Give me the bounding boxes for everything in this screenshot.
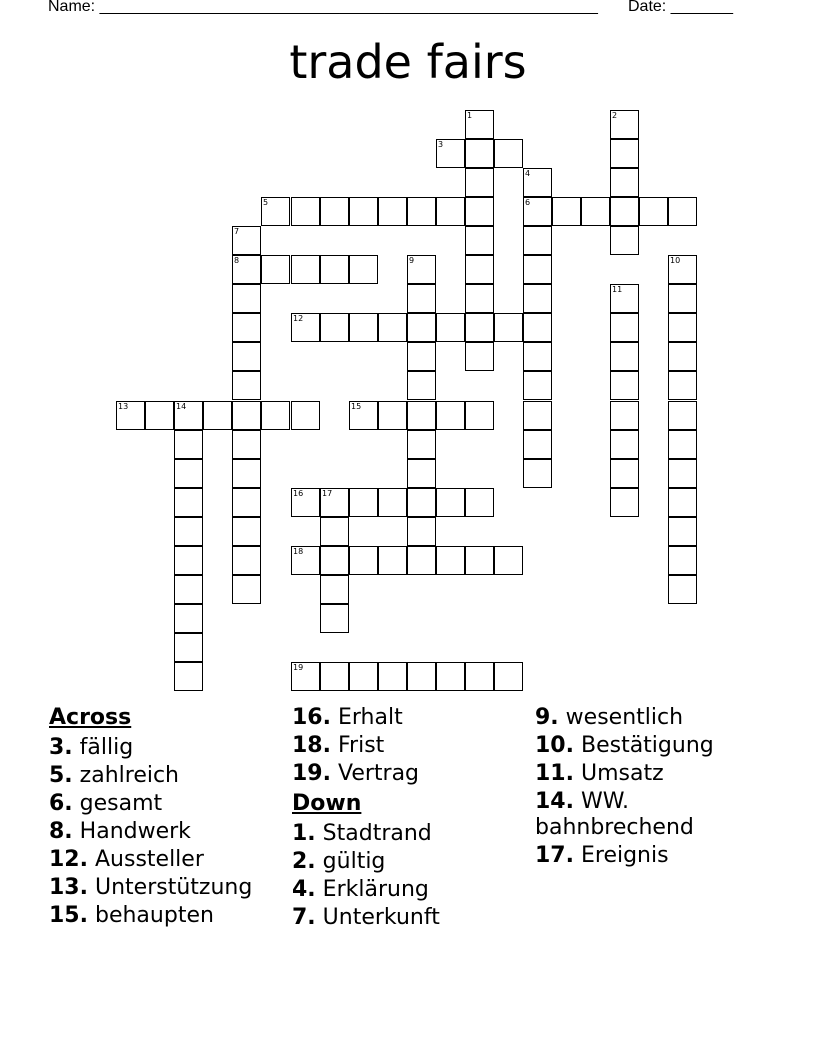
grid-cell[interactable] (174, 488, 203, 517)
cell-number: 18 (293, 547, 304, 556)
grid-cell[interactable] (232, 488, 261, 517)
cell-number: 13 (118, 402, 129, 411)
cell-number: 4 (525, 169, 531, 178)
grid-cell[interactable] (523, 313, 552, 342)
grid-cell[interactable] (174, 575, 203, 604)
grid-cell[interactable] (232, 546, 261, 575)
grid-cell[interactable] (320, 313, 349, 342)
clue-across-6 (49, 791, 289, 817)
date-field-label[interactable]: Date: _______ (628, 0, 733, 15)
down-heading: Down (292, 791, 362, 816)
clue-text: Erhalt (337, 705, 403, 730)
grid-cell[interactable] (523, 226, 552, 255)
clue-number: 6. (49, 791, 73, 816)
grid-cell[interactable] (668, 575, 697, 604)
grid-cell[interactable] (436, 662, 465, 691)
grid-cell[interactable] (610, 430, 639, 459)
grid-cell-12[interactable] (291, 313, 320, 342)
grid-cell[interactable] (320, 604, 349, 633)
grid-cell[interactable] (320, 197, 349, 226)
grid-cell[interactable] (349, 255, 378, 284)
grid-cell[interactable] (610, 226, 639, 255)
clue-across-8 (49, 819, 289, 845)
clue-number: 10. (535, 733, 574, 758)
cell-number: 9 (409, 256, 415, 265)
clue-number: 14. (535, 789, 574, 814)
grid-cell[interactable] (610, 459, 639, 488)
cell-number: 12 (293, 314, 304, 323)
grid-cell[interactable] (291, 401, 320, 430)
grid-cell[interactable] (668, 313, 697, 342)
grid-cell[interactable] (465, 255, 494, 284)
grid-cell[interactable] (668, 197, 697, 226)
clue-number: 11. (535, 761, 574, 786)
name-field-label[interactable]: Name: ________________________________________________________ (48, 0, 598, 15)
clue-text: WW. bahnbrechend (535, 789, 694, 840)
grid-cell[interactable] (320, 575, 349, 604)
clue-text: gesamt (79, 791, 163, 816)
cell-number: 16 (293, 489, 304, 498)
grid-cell[interactable] (610, 313, 639, 342)
grid-cell-9[interactable] (407, 255, 436, 284)
grid-cell[interactable] (378, 197, 407, 226)
clue-number: 12. (49, 847, 88, 872)
grid-cell[interactable] (349, 488, 378, 517)
clue-number: 16. (292, 705, 331, 730)
cell-number: 14 (176, 402, 187, 411)
clue-number: 15. (49, 903, 88, 928)
grid-cell[interactable] (610, 197, 639, 226)
cell-number: 10 (670, 256, 681, 265)
clue-text: Unterstützung (94, 875, 253, 900)
clue-down-1 (292, 821, 532, 847)
grid-cell[interactable] (436, 488, 465, 517)
grid-cell[interactable] (465, 226, 494, 255)
grid-cell[interactable] (610, 168, 639, 197)
grid-cell[interactable] (407, 401, 436, 430)
grid-cell[interactable] (261, 401, 290, 430)
clue-across-16 (292, 705, 532, 731)
grid-cell[interactable] (668, 284, 697, 313)
grid-cell[interactable] (407, 197, 436, 226)
grid-cell[interactable] (610, 371, 639, 400)
grid-cell-15[interactable] (349, 401, 378, 430)
clue-text: Handwerk (79, 819, 191, 844)
grid-cell[interactable] (174, 430, 203, 459)
grid-cell-2[interactable] (610, 110, 639, 139)
clue-text: zahlreich (79, 763, 180, 788)
grid-cell[interactable] (232, 575, 261, 604)
grid-cell-1[interactable] (465, 110, 494, 139)
grid-cell[interactable] (436, 401, 465, 430)
cell-number: 5 (263, 198, 269, 207)
grid-cell[interactable] (494, 313, 523, 342)
grid-cell-18[interactable] (291, 546, 320, 575)
clue-down-4 (292, 877, 532, 903)
grid-cell[interactable] (378, 662, 407, 691)
grid-cell[interactable] (349, 313, 378, 342)
grid-cell[interactable] (407, 284, 436, 313)
grid-cell-3[interactable] (436, 139, 465, 168)
grid-cell-8[interactable] (232, 255, 261, 284)
grid-cell[interactable] (320, 517, 349, 546)
grid-cell-17[interactable] (320, 488, 349, 517)
grid-cell-5[interactable] (261, 197, 290, 226)
clue-number: 9. (535, 705, 559, 730)
grid-cell[interactable] (407, 371, 436, 400)
grid-cell[interactable] (523, 401, 552, 430)
grid-cell[interactable] (465, 488, 494, 517)
grid-cell[interactable] (174, 662, 203, 691)
grid-cell[interactable] (552, 197, 581, 226)
clue-text: Aussteller (94, 847, 204, 872)
grid-cell[interactable] (261, 255, 290, 284)
grid-cell-13[interactable] (116, 401, 145, 430)
grid-cell[interactable] (494, 662, 523, 691)
grid-cell[interactable] (320, 255, 349, 284)
grid-cell[interactable] (232, 313, 261, 342)
grid-cell[interactable] (465, 546, 494, 575)
clue-number: 18. (292, 733, 331, 758)
clues-column-1 (49, 703, 289, 931)
cell-number: 19 (293, 663, 304, 672)
grid-cell-6[interactable] (523, 197, 552, 226)
clue-down-14 (535, 789, 775, 841)
grid-cell[interactable] (465, 662, 494, 691)
clue-text: behaupten (94, 903, 214, 928)
grid-cell-4[interactable] (523, 168, 552, 197)
grid-cell[interactable] (320, 662, 349, 691)
grid-cell[interactable] (610, 488, 639, 517)
clue-text: Ereignis (580, 843, 669, 868)
grid-cell[interactable] (610, 342, 639, 371)
grid-cell[interactable] (436, 313, 465, 342)
grid-cell[interactable] (523, 459, 552, 488)
cell-number: 7 (234, 227, 240, 236)
grid-cell[interactable] (407, 430, 436, 459)
clue-number: 5. (49, 763, 73, 788)
grid-cell[interactable] (174, 546, 203, 575)
grid-cell[interactable] (378, 313, 407, 342)
grid-cell[interactable] (232, 284, 261, 313)
grid-cell[interactable] (378, 401, 407, 430)
cell-number: 11 (612, 285, 623, 294)
clue-number: 2. (292, 849, 316, 874)
clue-text: wesentlich (565, 705, 684, 730)
grid-cell[interactable] (523, 371, 552, 400)
grid-cell[interactable] (145, 401, 174, 430)
clue-across-12 (49, 847, 289, 873)
grid-cell[interactable] (465, 401, 494, 430)
grid-cell[interactable] (232, 342, 261, 371)
grid-cell[interactable] (349, 662, 378, 691)
grid-cell[interactable] (203, 401, 232, 430)
grid-cell[interactable] (523, 284, 552, 313)
grid-cell[interactable] (232, 401, 261, 430)
clue-number: 19. (292, 761, 331, 786)
clue-down-9 (535, 705, 775, 731)
clue-across-13 (49, 875, 289, 901)
clue-across-18 (292, 733, 532, 759)
grid-cell[interactable] (174, 633, 203, 662)
grid-cell[interactable] (436, 546, 465, 575)
grid-cell[interactable] (639, 197, 668, 226)
grid-cell[interactable] (465, 342, 494, 371)
clue-text: Vertrag (337, 761, 420, 786)
grid-cell[interactable] (523, 342, 552, 371)
clue-text: Erklärung (322, 877, 429, 902)
clue-across-5 (49, 763, 289, 789)
grid-cell[interactable] (668, 517, 697, 546)
clue-text: Frist (337, 733, 385, 758)
grid-cell[interactable] (407, 342, 436, 371)
grid-cell[interactable] (232, 459, 261, 488)
grid-cell[interactable] (465, 197, 494, 226)
grid-cell[interactable] (668, 488, 697, 517)
cell-number: 1 (467, 111, 473, 120)
grid-cell-19[interactable] (291, 662, 320, 691)
clue-number: 1. (292, 821, 316, 846)
clue-number: 4. (292, 877, 316, 902)
clue-text: Umsatz (580, 761, 664, 786)
grid-cell[interactable] (378, 546, 407, 575)
grid-cell[interactable] (349, 546, 378, 575)
grid-cell[interactable] (668, 430, 697, 459)
grid-cell[interactable] (407, 488, 436, 517)
grid-cell-14[interactable] (174, 401, 203, 430)
clue-number: 8. (49, 819, 73, 844)
grid-cell[interactable] (349, 197, 378, 226)
grid-cell[interactable] (668, 401, 697, 430)
clues-column-2 (292, 703, 532, 933)
grid-cell[interactable] (407, 517, 436, 546)
grid-cell[interactable] (465, 284, 494, 313)
clue-number: 17. (535, 843, 574, 868)
clues-column-3 (535, 703, 775, 871)
grid-cell[interactable] (174, 459, 203, 488)
clue-down-10 (535, 733, 775, 759)
grid-cell[interactable] (407, 459, 436, 488)
clue-down-2 (292, 849, 532, 875)
clue-number: 7. (292, 905, 316, 930)
clue-down-11 (535, 761, 775, 787)
clue-text: fällig (79, 735, 134, 760)
grid-cell[interactable] (668, 371, 697, 400)
grid-cell[interactable] (407, 313, 436, 342)
clue-across-15 (49, 903, 289, 929)
grid-cell-16[interactable] (291, 488, 320, 517)
grid-cell[interactable] (174, 517, 203, 546)
clue-across-19 (292, 761, 532, 787)
grid-cell[interactable] (232, 371, 261, 400)
cell-number: 17 (322, 489, 333, 498)
clue-text: Bestätigung (580, 733, 714, 758)
clue-text: Stadtrand (322, 821, 432, 846)
clue-number: 13. (49, 875, 88, 900)
grid-cell[interactable] (465, 313, 494, 342)
grid-cell[interactable] (436, 197, 465, 226)
grid-cell[interactable] (465, 168, 494, 197)
grid-cell[interactable] (232, 517, 261, 546)
grid-cell-10[interactable] (668, 255, 697, 284)
grid-cell[interactable] (610, 401, 639, 430)
grid-cell[interactable] (668, 342, 697, 371)
grid-cell[interactable] (523, 255, 552, 284)
cell-number: 3 (438, 140, 444, 149)
grid-cell[interactable] (291, 197, 320, 226)
grid-cell[interactable] (610, 139, 639, 168)
grid-cell[interactable] (407, 546, 436, 575)
cell-number: 6 (525, 198, 531, 207)
grid-cell[interactable] (407, 662, 436, 691)
cell-number: 2 (612, 111, 618, 120)
clue-number: 3. (49, 735, 73, 760)
grid-cell[interactable] (232, 430, 261, 459)
grid-cell[interactable] (465, 139, 494, 168)
grid-cell[interactable] (581, 197, 610, 226)
across-heading: Across (49, 705, 132, 730)
clue-text: gültig (322, 849, 386, 874)
grid-cell[interactable] (174, 604, 203, 633)
clue-down-7 (292, 905, 532, 931)
grid-cell-11[interactable] (610, 284, 639, 313)
clue-text: Unterkunft (322, 905, 440, 930)
cell-number: 15 (351, 402, 362, 411)
grid-cell[interactable] (378, 488, 407, 517)
grid-cell[interactable] (668, 546, 697, 575)
grid-cell-7[interactable] (232, 226, 261, 255)
grid-cell[interactable] (320, 546, 349, 575)
grid-cell[interactable] (668, 459, 697, 488)
clue-down-17 (535, 843, 775, 869)
puzzle-title: trade fairs (289, 35, 527, 89)
grid-cell[interactable] (494, 139, 523, 168)
grid-cell[interactable] (523, 430, 552, 459)
clue-across-3 (49, 735, 289, 761)
cell-number: 8 (234, 256, 240, 265)
grid-cell[interactable] (291, 255, 320, 284)
grid-cell[interactable] (494, 546, 523, 575)
